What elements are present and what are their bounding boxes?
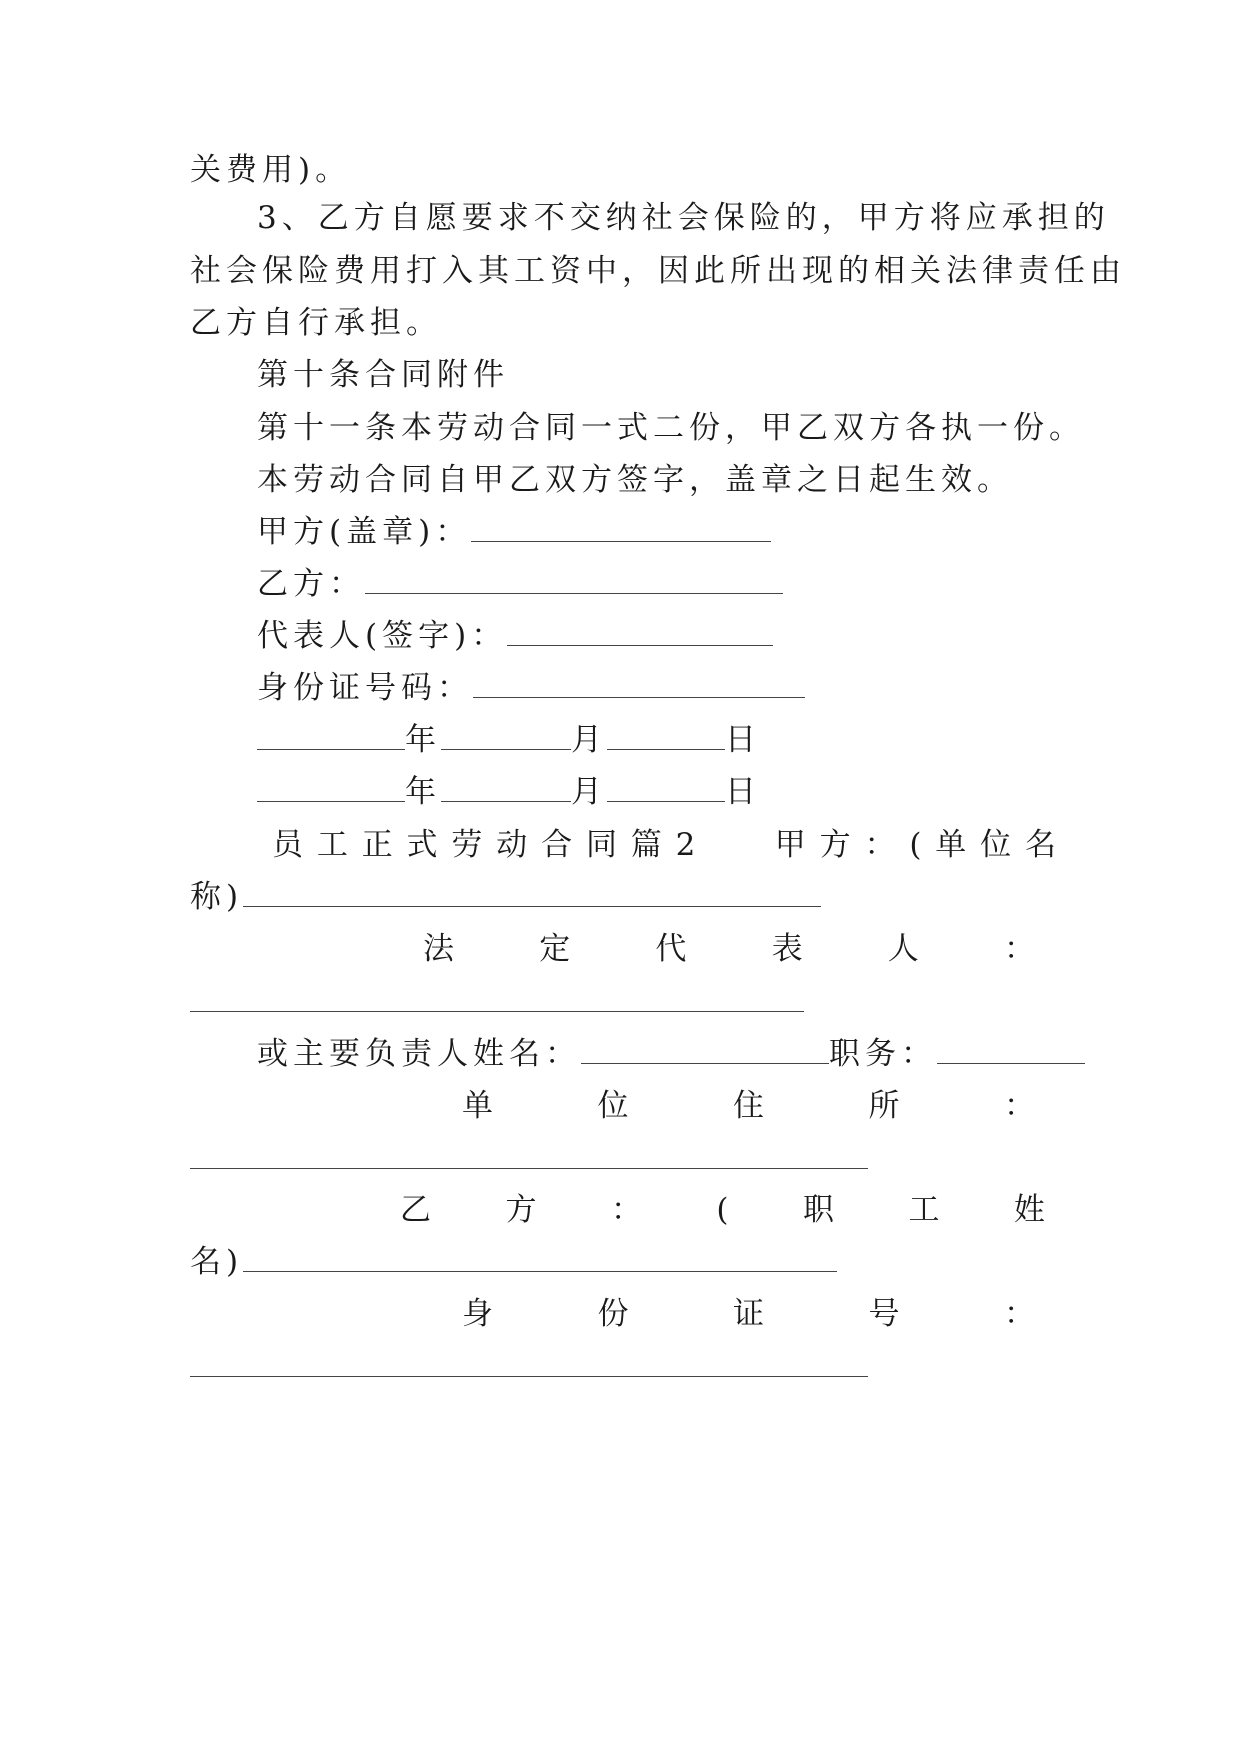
party-a-seal-blank xyxy=(471,515,771,542)
party-b-blank xyxy=(365,567,783,594)
day-blank xyxy=(607,723,725,750)
day-label: 日 xyxy=(725,722,761,758)
party-b-line xyxy=(257,564,1058,604)
party-b-name-label xyxy=(400,1190,1045,1230)
principal-line xyxy=(257,1034,1058,1074)
contract-2-heading xyxy=(272,825,1058,865)
char: 乙 xyxy=(400,1192,431,1228)
char: 表 xyxy=(771,931,803,967)
id-no-label xyxy=(462,1294,1035,1334)
address-label xyxy=(462,1086,1035,1126)
year-label: 年 xyxy=(405,774,441,810)
char: 号 xyxy=(868,1296,900,1332)
principal-label: 或主要负责人姓名： xyxy=(257,1036,581,1072)
char: 代 xyxy=(655,931,687,967)
char: 所 xyxy=(868,1088,900,1124)
party-b-name-tail: 名) xyxy=(190,1244,244,1280)
char: 法 xyxy=(423,931,454,967)
year-blank xyxy=(257,775,405,802)
clause-3-line-2: 社会保险费用打入其工资中，因此所出现的相关法律责任由 xyxy=(190,253,1126,289)
principal-blank xyxy=(581,1037,829,1064)
article-11: 第十一条本劳动合同一式二份，甲乙双方各执一份。 xyxy=(257,410,1085,446)
paragraph-tail: 关费用)。 xyxy=(190,152,352,188)
char: 工 xyxy=(908,1192,940,1228)
char: ： xyxy=(1004,1088,1035,1124)
id-no-blank xyxy=(190,1376,868,1377)
legal-rep-blank xyxy=(190,1011,804,1012)
char: 职 xyxy=(802,1192,834,1228)
date-line-1 xyxy=(257,720,1058,760)
char: 姓 xyxy=(1013,1192,1045,1228)
party-a-lead: 甲 方 ： ( 单 位 名 xyxy=(774,827,1058,863)
contract-2-title: 员 工 正 式 劳 动 合 同 篇 2 xyxy=(272,827,698,863)
day-blank xyxy=(607,775,725,802)
position-blank xyxy=(937,1037,1085,1064)
representative-label: 代表人(签字)： xyxy=(257,618,508,654)
month-blank xyxy=(441,775,571,802)
char: 身 xyxy=(462,1296,493,1332)
clause-3-line-1: 3、乙方自愿要求不交纳社会保险的，甲方将应承担的 xyxy=(257,200,1110,236)
char: 人 xyxy=(887,931,919,967)
char: 住 xyxy=(733,1088,764,1124)
address-blank xyxy=(190,1168,868,1169)
id-number-blank xyxy=(473,671,805,698)
char: 位 xyxy=(597,1088,629,1124)
char: ： xyxy=(1004,1296,1035,1332)
party-b-label: 乙方： xyxy=(257,566,365,602)
char: 证 xyxy=(733,1296,764,1332)
day-label: 日 xyxy=(725,774,761,810)
year-label: 年 xyxy=(405,722,441,758)
position-label: 职务： xyxy=(829,1036,937,1072)
id-number-label: 身份证号码： xyxy=(257,670,473,706)
clause-3-line-3: 乙方自行承担。 xyxy=(190,305,442,341)
char: 方 xyxy=(505,1192,537,1228)
month-label: 月 xyxy=(571,774,607,810)
representative-blank xyxy=(507,619,773,646)
char: ： xyxy=(610,1192,642,1228)
id-number-line xyxy=(257,668,1058,708)
char: ： xyxy=(1003,931,1035,967)
legal-rep-label xyxy=(423,929,1035,969)
article-10: 第十条合同附件 xyxy=(257,357,509,393)
effective-clause: 本劳动合同自甲乙双方签字，盖章之日起生效。 xyxy=(257,462,1013,498)
char: 份 xyxy=(597,1296,629,1332)
char: ( xyxy=(716,1192,729,1228)
party-a-name-label: 称) xyxy=(190,879,244,915)
party-a-name-line xyxy=(190,877,1058,917)
party-b-name-line xyxy=(190,1242,1058,1282)
party-b-name-blank xyxy=(243,1245,837,1272)
party-a-name-blank xyxy=(243,880,821,907)
date-line-2 xyxy=(257,772,1058,812)
month-label: 月 xyxy=(571,722,607,758)
month-blank xyxy=(441,723,571,750)
party-a-seal-label: 甲方(盖章)： xyxy=(257,514,472,550)
char: 单 xyxy=(462,1088,493,1124)
year-blank xyxy=(257,723,405,750)
representative-line xyxy=(257,616,1058,656)
party-a-seal-line xyxy=(257,512,1058,552)
char: 定 xyxy=(539,931,571,967)
